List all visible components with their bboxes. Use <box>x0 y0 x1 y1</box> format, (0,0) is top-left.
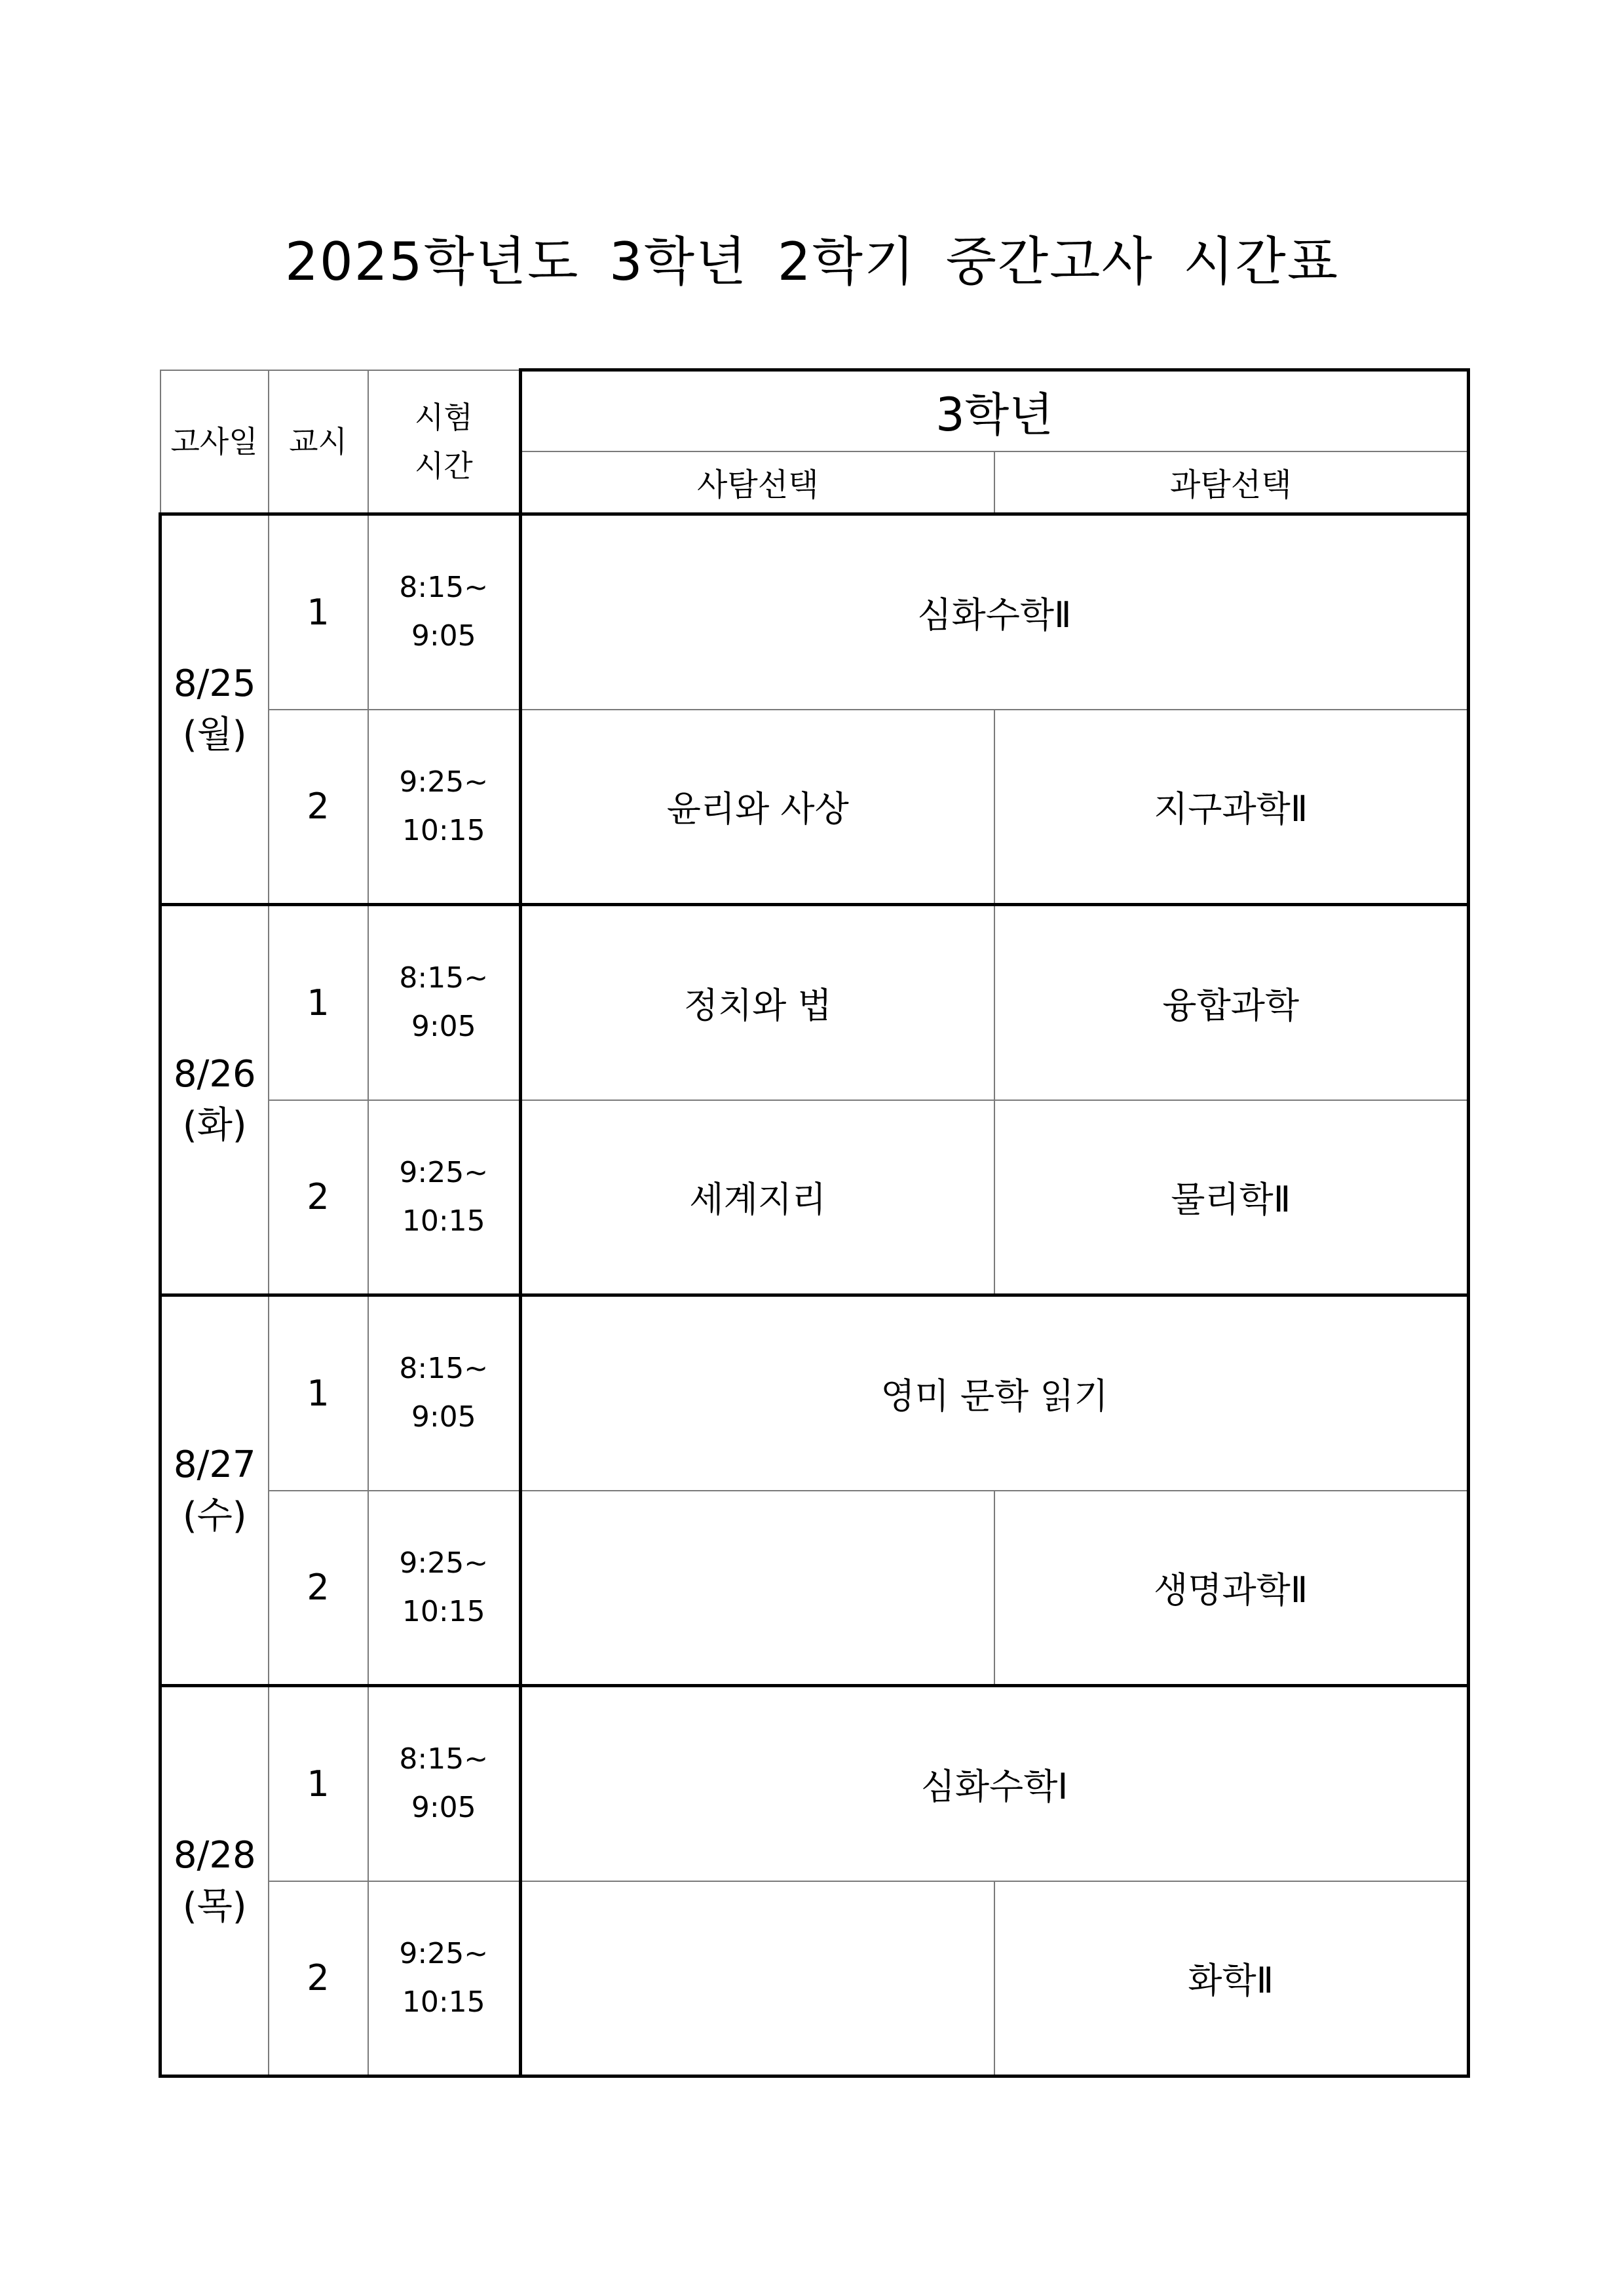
time-end: 9:05 <box>411 619 476 653</box>
subject-social <box>521 1491 994 1686</box>
header-time-line1: 시험 <box>414 399 473 435</box>
exam-time <box>368 710 521 905</box>
exam-time <box>368 1881 521 2076</box>
period-number: 1 <box>269 1295 368 1491</box>
time-start: 9:25~ <box>399 765 489 799</box>
subject-common: 심화수학Ⅰ <box>521 1686 1469 1881</box>
exam-weekday: (수) <box>182 1494 247 1537</box>
subject-science: 지구과학Ⅱ <box>994 710 1469 905</box>
exam-date-cell <box>161 1686 269 2076</box>
time-end: 9:05 <box>411 1010 476 1044</box>
exam-schedule-table <box>159 368 1470 2078</box>
header-row <box>161 370 1469 451</box>
period-number: 1 <box>269 1686 368 1881</box>
subject-social <box>521 1881 994 2076</box>
subject-social: 세계지리 <box>521 1100 994 1295</box>
time-end: 10:15 <box>402 1204 485 1238</box>
exam-date: 8/25 <box>173 662 256 705</box>
table-row <box>161 514 1469 710</box>
exam-date-cell <box>161 905 269 1295</box>
period-number: 2 <box>269 1881 368 2076</box>
subject-common: 영미 문학 읽기 <box>521 1295 1469 1491</box>
header-grade: 3학년 <box>521 370 1469 451</box>
subject-social: 윤리와 사상 <box>521 710 994 905</box>
time-start: 9:25~ <box>399 1155 489 1189</box>
period-number: 2 <box>269 710 368 905</box>
page-title: 2025학년도 3학년 2학기 중간고사 시간표 <box>284 231 1340 292</box>
time-start: 9:25~ <box>399 1546 489 1580</box>
time-end: 10:15 <box>402 1985 485 2019</box>
exam-date: 8/27 <box>173 1443 256 1486</box>
exam-time <box>368 1686 521 1881</box>
table-row <box>161 1100 1469 1295</box>
header-time <box>368 370 521 514</box>
exam-time <box>368 1295 521 1491</box>
period-number: 1 <box>269 514 368 710</box>
period-number: 2 <box>269 1100 368 1295</box>
exam-date: 8/26 <box>173 1052 256 1096</box>
time-start: 8:15~ <box>399 1352 489 1386</box>
subject-science: 화학Ⅱ <box>994 1881 1469 2076</box>
exam-weekday: (화) <box>182 1103 247 1147</box>
table-row <box>161 1881 1469 2076</box>
exam-date-cell <box>161 514 269 905</box>
exam-time <box>368 905 521 1100</box>
header-period: 교시 <box>269 370 368 514</box>
time-end: 9:05 <box>411 1400 476 1434</box>
subject-science: 융합과학 <box>994 905 1469 1100</box>
table-row <box>161 710 1469 905</box>
table-row <box>161 1491 1469 1686</box>
exam-date-cell <box>161 1295 269 1686</box>
period-number: 2 <box>269 1491 368 1686</box>
exam-time <box>368 1100 521 1295</box>
table-row <box>161 1295 1469 1491</box>
header-date: 고사일 <box>161 370 269 514</box>
header-social: 사탐선택 <box>521 451 994 514</box>
exam-time <box>368 514 521 710</box>
header-time-line2: 시간 <box>414 448 473 484</box>
time-start: 8:15~ <box>399 1742 489 1776</box>
subject-common: 심화수학Ⅱ <box>521 514 1469 710</box>
time-start: 8:15~ <box>399 961 489 995</box>
exam-weekday: (월) <box>182 713 247 756</box>
table-row <box>161 1686 1469 1881</box>
period-number: 1 <box>269 905 368 1100</box>
exam-time <box>368 1491 521 1686</box>
subject-science: 물리학Ⅱ <box>994 1100 1469 1295</box>
subject-social: 정치와 법 <box>521 905 994 1100</box>
exam-date: 8/28 <box>173 1833 256 1877</box>
time-end: 10:15 <box>402 813 485 847</box>
time-end: 10:15 <box>402 1594 485 1628</box>
header-science: 과탐선택 <box>994 451 1469 514</box>
time-start: 8:15~ <box>399 571 489 605</box>
exam-weekday: (목) <box>182 1885 247 1928</box>
table-row <box>161 905 1469 1100</box>
subject-science: 생명과학Ⅱ <box>994 1491 1469 1686</box>
time-end: 9:05 <box>411 1791 476 1825</box>
time-start: 9:25~ <box>399 1936 489 1970</box>
